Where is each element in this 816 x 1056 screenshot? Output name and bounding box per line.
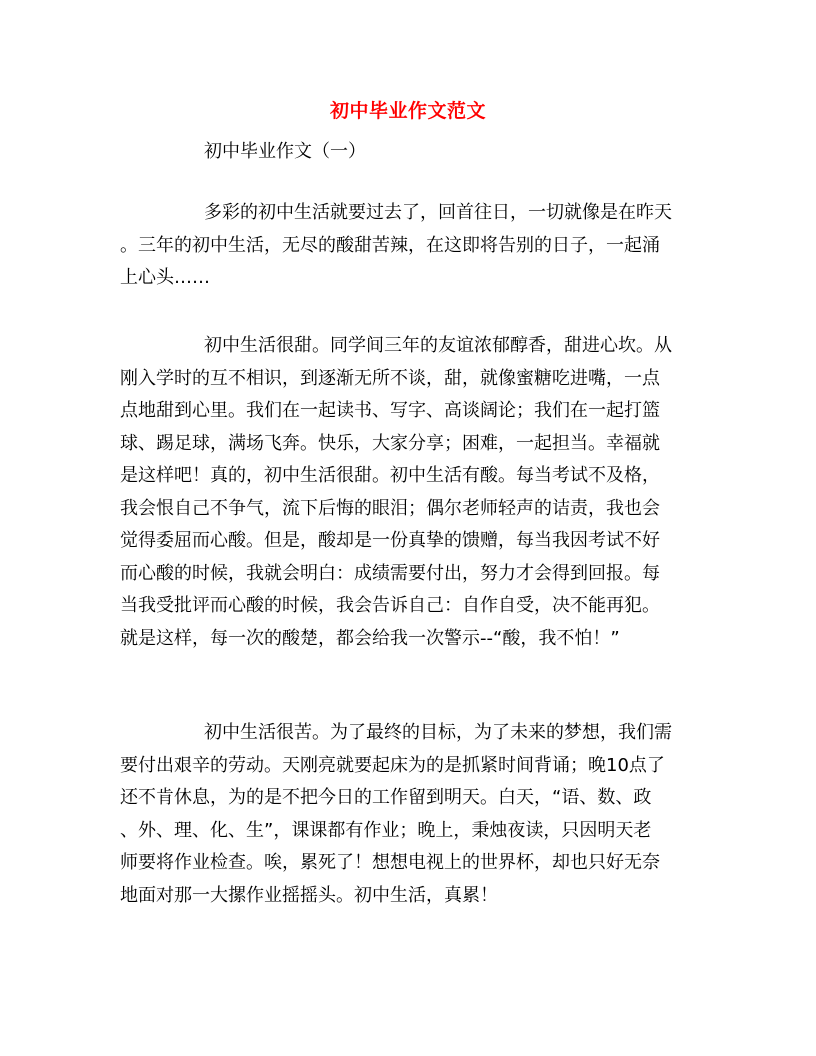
paragraph-3 (120, 717, 696, 912)
paragraph-line: 球、踢足球，满场飞奔。快乐，大家分享；困难，一起担当。幸福就 (120, 432, 660, 454)
paragraph-line: 多彩的初中生活就要过去了，回首往日，一切就像是在昨天 (204, 202, 672, 223)
paragraph-line: 而心酸的时候，我就会明白：成绩需要付出，努力才会得到回报。每 (120, 562, 660, 584)
paragraph-line: 上心头…… (120, 267, 210, 288)
paragraph-line: 当我受批评而心酸的时候，我会告诉自己：自作自受，决不能再犯。 (120, 595, 660, 616)
section-subtitle: 初中毕业作文（一） (204, 141, 366, 162)
paragraph-2 (120, 330, 696, 655)
paragraph-1 (120, 197, 696, 295)
paragraph-line: 、外、理、化、生”，课课都有作业；晚上，秉烛夜读，只因明天老 (120, 819, 652, 841)
paragraph-line: 点地甜到心里。我们在一起读书、写字、高谈阔论；我们在一起打篮 (120, 400, 660, 421)
paragraph-line: 觉得委屈而心酸。但是，酸却是一份真挚的馈赠，每当我因考试不好 (120, 530, 660, 551)
paragraph-line: 还不肯休息，为的是不把今日的工作留到明天。白天，“语、数、政 (120, 787, 652, 808)
paragraph-line: 是这样吧！真的，初中生活很甜。初中生活有酸。每当考试不及格， (120, 465, 660, 486)
paragraph-line: 初中生活很苦。为了最终的目标，为了未来的梦想，我们需 (204, 722, 672, 743)
paragraph-line: 地面对那一大摞作业摇摇头。初中生活，真累！ (120, 884, 498, 906)
paragraph-line: 要付出艰辛的劳动。天刚亮就要起床为的是抓紧时间背诵；晚10点了 (120, 754, 665, 776)
paragraph-line: 就是这样，每一次的酸楚，都会给我一次警示--“酸，我不怕！” (120, 627, 620, 649)
paragraph-line: 刚入学时的互不相识，到逐渐无所不谈，甜，就像蜜糖吃进嘴，一点 (120, 367, 660, 389)
document-title: 初中毕业作文范文 (329, 100, 486, 122)
paragraph-line: 初中生活很甜。同学间三年的友谊浓郁醇香，甜进心坎。从 (204, 335, 672, 356)
paragraph-line: 我会恨自己不争气，流下后悔的眼泪；偶尔老师轻声的诘责，我也会 (120, 497, 660, 519)
paragraph-line: 。三年的初中生活，无尽的酸甜苦辣，在这即将告别的日子，一起涌 (120, 234, 660, 256)
paragraph-line: 师要将作业检查。唉，累死了！想想电视上的世界杯，却也只好无奈 (120, 852, 660, 873)
